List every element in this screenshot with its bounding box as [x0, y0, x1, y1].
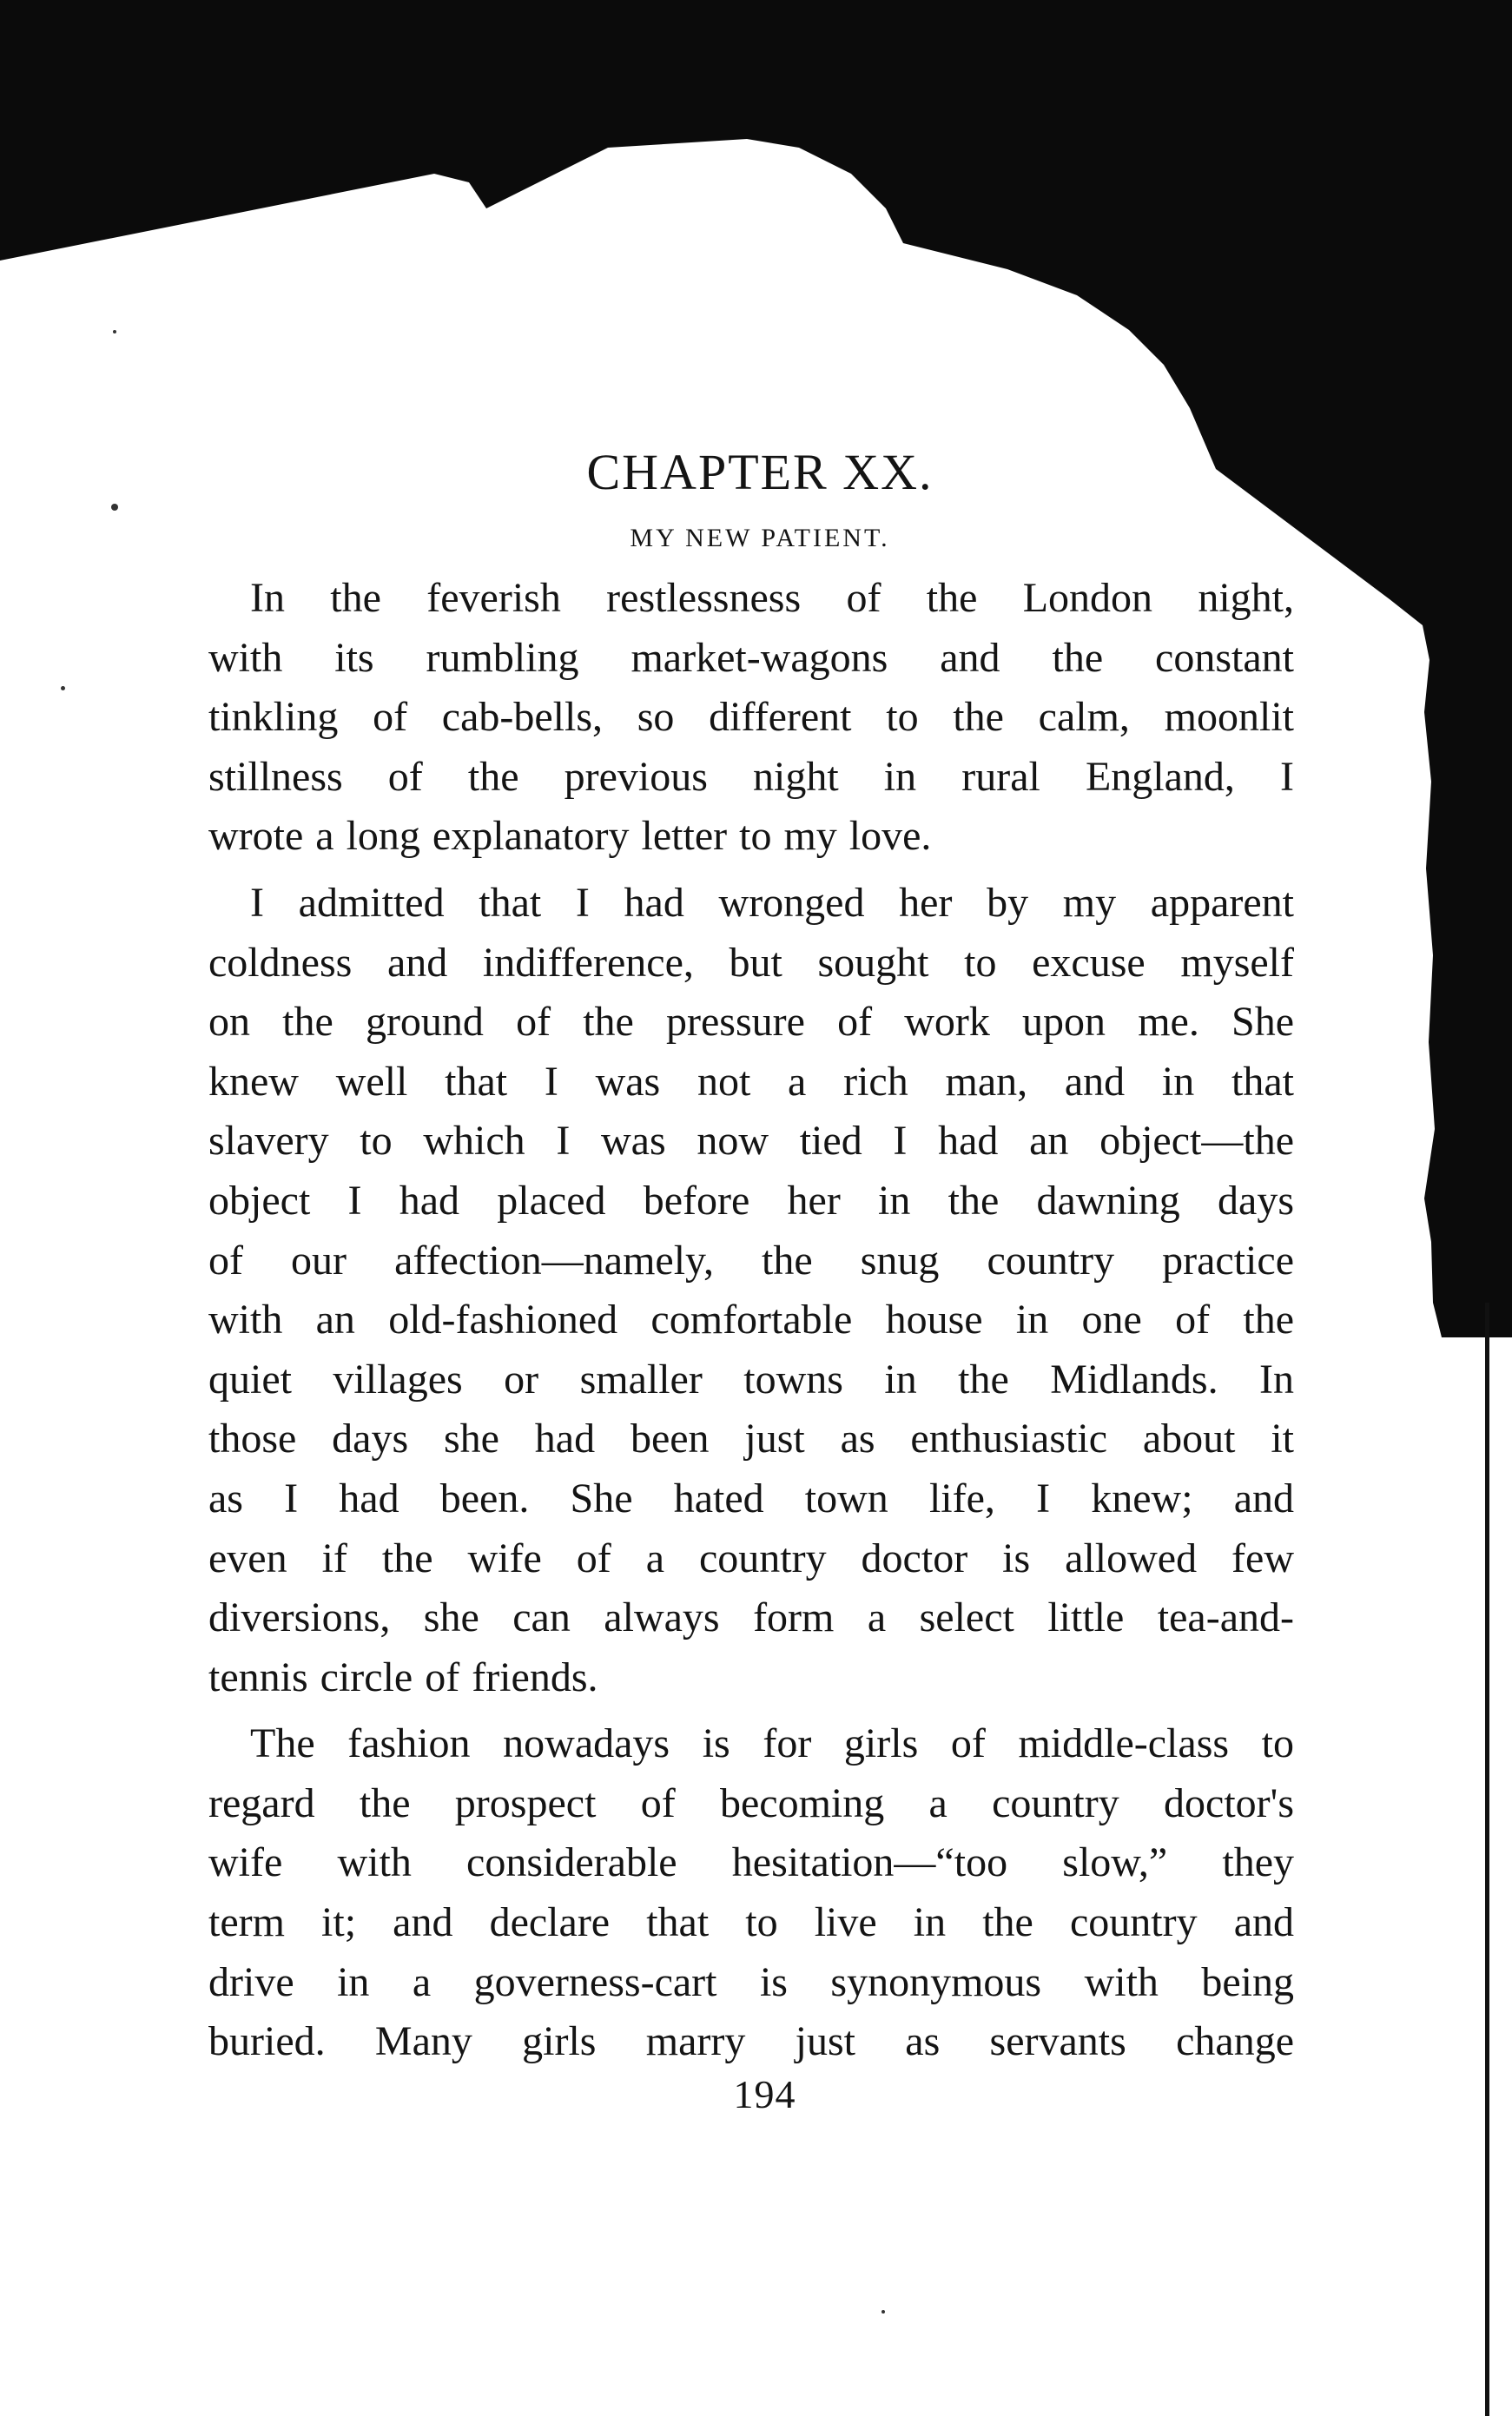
- text-line: coldness and indifference, but sought to excuse myself: [208, 939, 1294, 986]
- text-line: tinkling of cab-bells, so different to the calm, moonlit: [208, 694, 1294, 741]
- paragraph-1: [208, 569, 1294, 867]
- scan-speck: [111, 504, 118, 511]
- text-line: The fashion nowadays is for girls of middle-class to: [250, 1720, 1294, 1767]
- text-line: with an old-fashioned comfortable house in one of the: [208, 1297, 1294, 1343]
- page-text: [208, 443, 1294, 2079]
- text-line: of our affection—namely, the snug country practice: [208, 1237, 1294, 1284]
- text-line: knew well that I was not a rich man, and in that: [208, 1058, 1294, 1105]
- text-line: I admitted that I had wronged her by my apparent: [250, 879, 1294, 926]
- paragraph-3: [208, 1714, 1294, 2072]
- text-line: regard the prospect of becoming a country doctor's: [208, 1779, 1294, 1826]
- text-line: even if the wife of a country doctor is allowed few: [208, 1535, 1294, 1581]
- text-line: diversions, she can always form a select little tea-and-: [208, 1594, 1294, 1641]
- text-line: as I had been. She hated town life, I knew; and: [208, 1475, 1294, 1522]
- text-line: buried. Many girls marry just as servants change: [208, 2018, 1294, 2065]
- scan-speck: [113, 330, 116, 333]
- text-line: tennis circle of friends.: [208, 1654, 598, 1700]
- text-line: on the ground of the pressure of work upon me. She: [208, 999, 1294, 1046]
- chapter-subtitle: MY NEW PATIENT.: [630, 524, 890, 552]
- text-line: object I had placed before her in the dawning days: [208, 1177, 1294, 1224]
- text-line: wrote a long explanatory letter to my love.: [208, 813, 932, 860]
- chapter-title: CHAPTER XX.: [586, 444, 934, 500]
- text-line: wife with considerable hesitation—“too slow,” they: [208, 1839, 1294, 1886]
- text-line: quiet villages or smaller towns in the Midlands. In: [208, 1356, 1294, 1403]
- page-number: 194: [733, 2072, 796, 2116]
- text-line: term it; and declare that to live in the country and: [208, 1899, 1294, 1946]
- scan-speck: [881, 2310, 885, 2314]
- text-line: those days she had been just as enthusiastic about it: [208, 1416, 1294, 1462]
- text-line: drive in a governess-cart is synonymous with being: [208, 1958, 1294, 2005]
- text-line: slavery to which I was now tied I had an object—the: [208, 1118, 1294, 1165]
- text-line: with its rumbling market-wagons and the constant: [208, 634, 1294, 681]
- text-line: stillness of the previous night in rural England, I: [208, 753, 1294, 800]
- text-line: In the feverish restlessness of the London night,: [250, 575, 1294, 621]
- paragraph-2: [208, 874, 1294, 1707]
- right-page-edge-line: [1485, 1303, 1489, 2416]
- scan-speck: [61, 686, 65, 690]
